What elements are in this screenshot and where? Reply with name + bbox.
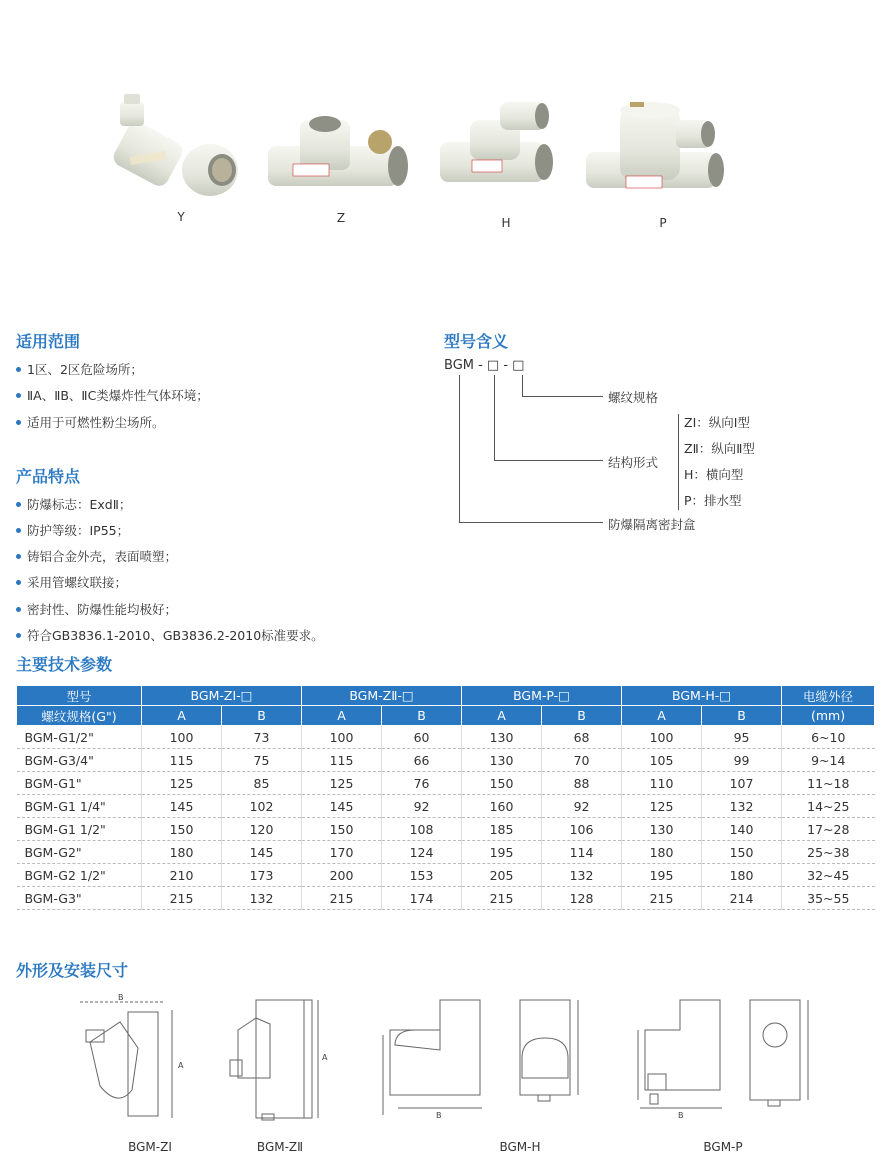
cell-value: 140 — [702, 818, 782, 841]
table-row — [17, 887, 875, 910]
row-thread-spec: BGM-G1/2" — [17, 726, 142, 749]
cell-cable-od: 6~10 — [782, 726, 875, 749]
cell-value: 100 — [622, 726, 702, 749]
header-b: B — [542, 706, 622, 726]
cell-cable-od: 32~45 — [782, 864, 875, 887]
cell-value: 100 — [142, 726, 222, 749]
header-a: A — [302, 706, 382, 726]
product-label-p: P — [659, 216, 667, 230]
connector-line — [459, 375, 460, 523]
cell-cable-od: 9~14 — [782, 749, 875, 772]
dim-a-label: A — [178, 1061, 184, 1070]
header-a: A — [462, 706, 542, 726]
drawing-label-h: BGM-H — [499, 1140, 541, 1154]
cell-value: 68 — [542, 726, 622, 749]
cell-value: 160 — [462, 795, 542, 818]
feature-item: 铸铝合金外壳，表面喷塑； — [16, 547, 177, 565]
feature-item: 符合GB3836.1-2010、GB3836.2-2010标准要求。 — [16, 626, 324, 644]
header-zii: BGM-ZⅡ-□ — [302, 686, 462, 706]
cell-value: 195 — [462, 841, 542, 864]
dim-b-label: B — [118, 993, 124, 1002]
cell-value: 60 — [382, 726, 462, 749]
cell-value: 185 — [462, 818, 542, 841]
drawing-bgm-p — [638, 1000, 808, 1120]
cell-value: 105 — [622, 749, 702, 772]
table-header-row — [17, 706, 875, 726]
drawing-label-zii: BGM-ZⅡ — [256, 1140, 304, 1154]
cell-value: 75 — [222, 749, 302, 772]
cell-value: 108 — [382, 818, 462, 841]
cell-value: 125 — [302, 772, 382, 795]
cell-value: 174 — [382, 887, 462, 910]
header-thread: 螺纹规格(G") — [17, 706, 142, 726]
connector-line — [494, 460, 603, 461]
table-row — [17, 818, 875, 841]
cell-value: 125 — [622, 795, 702, 818]
model-code: BGM - □ - □ — [444, 358, 525, 373]
header-a: A — [142, 706, 222, 726]
cell-value: 150 — [302, 818, 382, 841]
cell-value: 66 — [382, 749, 462, 772]
cell-value: 180 — [702, 864, 782, 887]
product-label-y: Y — [177, 210, 185, 224]
connector-line — [494, 375, 495, 461]
table-row — [17, 795, 875, 818]
cell-cable-od: 14~25 — [782, 795, 875, 818]
cell-value: 106 — [542, 818, 622, 841]
cell-value: 114 — [542, 841, 622, 864]
cell-value: 107 — [702, 772, 782, 795]
connector-line — [522, 396, 603, 397]
header-mm: (mm) — [782, 706, 875, 726]
cell-value: 173 — [222, 864, 302, 887]
cell-value: 100 — [302, 726, 382, 749]
cell-value: 73 — [222, 726, 302, 749]
cell-value: 132 — [542, 864, 622, 887]
cell-value: 115 — [302, 749, 382, 772]
product-photos — [0, 80, 888, 210]
cell-cable-od: 17~28 — [782, 818, 875, 841]
dimensions-title: 外形及安装尺寸 — [16, 961, 129, 980]
cell-value: 215 — [302, 887, 382, 910]
row-thread-spec: BGM-G3" — [17, 887, 142, 910]
spec-title: 主要技术参数 — [16, 655, 113, 674]
row-thread-spec: BGM-G1" — [17, 772, 142, 795]
cell-value: 130 — [462, 749, 542, 772]
scope-title: 适用范围 — [16, 332, 81, 351]
table-row — [17, 841, 875, 864]
scope-item: 适用于可燃性粉尘场所。 — [16, 413, 165, 431]
connector-line — [459, 522, 603, 523]
cell-value: 95 — [702, 726, 782, 749]
product-name-label: 防爆隔离密封盒 — [608, 517, 696, 532]
cell-value: 99 — [702, 749, 782, 772]
bracket-line — [678, 414, 679, 510]
scope-item: 1区、2区危险场所； — [16, 360, 143, 378]
drawing-bgm-zii — [230, 1000, 328, 1120]
feature-item: 密封性、防爆性能均极好； — [16, 600, 177, 618]
table-header-row — [17, 686, 875, 706]
product-p-image — [586, 102, 724, 188]
type-p: P：排水型 — [684, 493, 742, 508]
row-thread-spec: BGM-G1 1/4" — [17, 795, 142, 818]
cell-value: 150 — [142, 818, 222, 841]
model-meaning-title: 型号含义 — [444, 332, 509, 351]
feature-item: 防护等级：IP55； — [16, 521, 129, 539]
table-row — [17, 772, 875, 795]
dim-b-label: B — [678, 1111, 684, 1120]
cell-value: 132 — [222, 887, 302, 910]
dimension-drawings — [0, 990, 888, 1130]
cell-value: 200 — [302, 864, 382, 887]
type-zi: ZⅠ：纵向Ⅰ型 — [684, 415, 750, 430]
cell-value: 145 — [302, 795, 382, 818]
row-thread-spec: BGM-G2 1/2" — [17, 864, 142, 887]
spec-table — [16, 685, 875, 910]
cell-value: 124 — [382, 841, 462, 864]
cell-value: 92 — [542, 795, 622, 818]
cell-value: 115 — [142, 749, 222, 772]
cell-value: 195 — [622, 864, 702, 887]
drawing-bgm-h — [383, 1000, 578, 1120]
dim-a-label: A — [322, 1053, 328, 1062]
cell-cable-od: 35~55 — [782, 887, 875, 910]
cell-value: 92 — [382, 795, 462, 818]
table-row — [17, 864, 875, 887]
table-row — [17, 726, 875, 749]
product-z-image — [268, 116, 408, 186]
cell-value: 130 — [622, 818, 702, 841]
header-p: BGM-P-□ — [462, 686, 622, 706]
feature-item: 采用管螺纹联接； — [16, 573, 127, 591]
cell-value: 125 — [142, 772, 222, 795]
scope-item: ⅡA、ⅡB、ⅡC类爆炸性气体环境； — [16, 386, 209, 404]
cell-value: 145 — [142, 795, 222, 818]
cell-value: 180 — [622, 841, 702, 864]
structure-label: 结构形式 — [608, 455, 659, 470]
cell-value: 153 — [382, 864, 462, 887]
features-title: 产品特点 — [16, 467, 81, 486]
cell-value: 85 — [222, 772, 302, 795]
cell-value: 205 — [462, 864, 542, 887]
cell-value: 210 — [142, 864, 222, 887]
cell-value: 102 — [222, 795, 302, 818]
type-h: H：横向型 — [684, 467, 744, 482]
header-b: B — [222, 706, 302, 726]
cell-value: 214 — [702, 887, 782, 910]
cell-value: 215 — [142, 887, 222, 910]
cell-value: 130 — [462, 726, 542, 749]
header-b: B — [382, 706, 462, 726]
product-y-image — [110, 94, 238, 196]
cell-value: 215 — [462, 887, 542, 910]
cell-cable-od: 25~38 — [782, 841, 875, 864]
drawing-label-p: BGM-P — [703, 1140, 743, 1154]
row-thread-spec: BGM-G3/4" — [17, 749, 142, 772]
product-label-z: Z — [336, 211, 346, 225]
header-a: A — [622, 706, 702, 726]
product-h-image — [440, 102, 553, 182]
drawing-bgm-zi — [80, 993, 184, 1118]
row-thread-spec: BGM-G1 1/2" — [17, 818, 142, 841]
type-zii: ZⅡ：纵向Ⅱ型 — [684, 441, 755, 456]
cell-value: 215 — [622, 887, 702, 910]
product-label-h: H — [501, 216, 511, 230]
feature-item: 防爆标志：ExdⅡ； — [16, 495, 131, 513]
cell-value: 88 — [542, 772, 622, 795]
cell-value: 132 — [702, 795, 782, 818]
cell-cable-od: 11~18 — [782, 772, 875, 795]
cell-value: 145 — [222, 841, 302, 864]
header-h: BGM-H-□ — [622, 686, 782, 706]
dim-b-label: B — [436, 1111, 442, 1120]
table-row — [17, 749, 875, 772]
cell-value: 128 — [542, 887, 622, 910]
thread-spec-label: 螺纹规格 — [608, 390, 659, 405]
header-model: 型号 — [17, 686, 142, 706]
cell-value: 150 — [462, 772, 542, 795]
cell-value: 170 — [302, 841, 382, 864]
connector-line — [522, 375, 523, 397]
cell-value: 70 — [542, 749, 622, 772]
drawing-label-zi: BGM-ZⅠ — [128, 1140, 172, 1154]
header-cable: 电缆外径 — [782, 686, 875, 706]
cell-value: 76 — [382, 772, 462, 795]
cell-value: 150 — [702, 841, 782, 864]
row-thread-spec: BGM-G2" — [17, 841, 142, 864]
cell-value: 120 — [222, 818, 302, 841]
cell-value: 180 — [142, 841, 222, 864]
header-b: B — [702, 706, 782, 726]
header-zi: BGM-ZⅠ-□ — [142, 686, 302, 706]
cell-value: 110 — [622, 772, 702, 795]
